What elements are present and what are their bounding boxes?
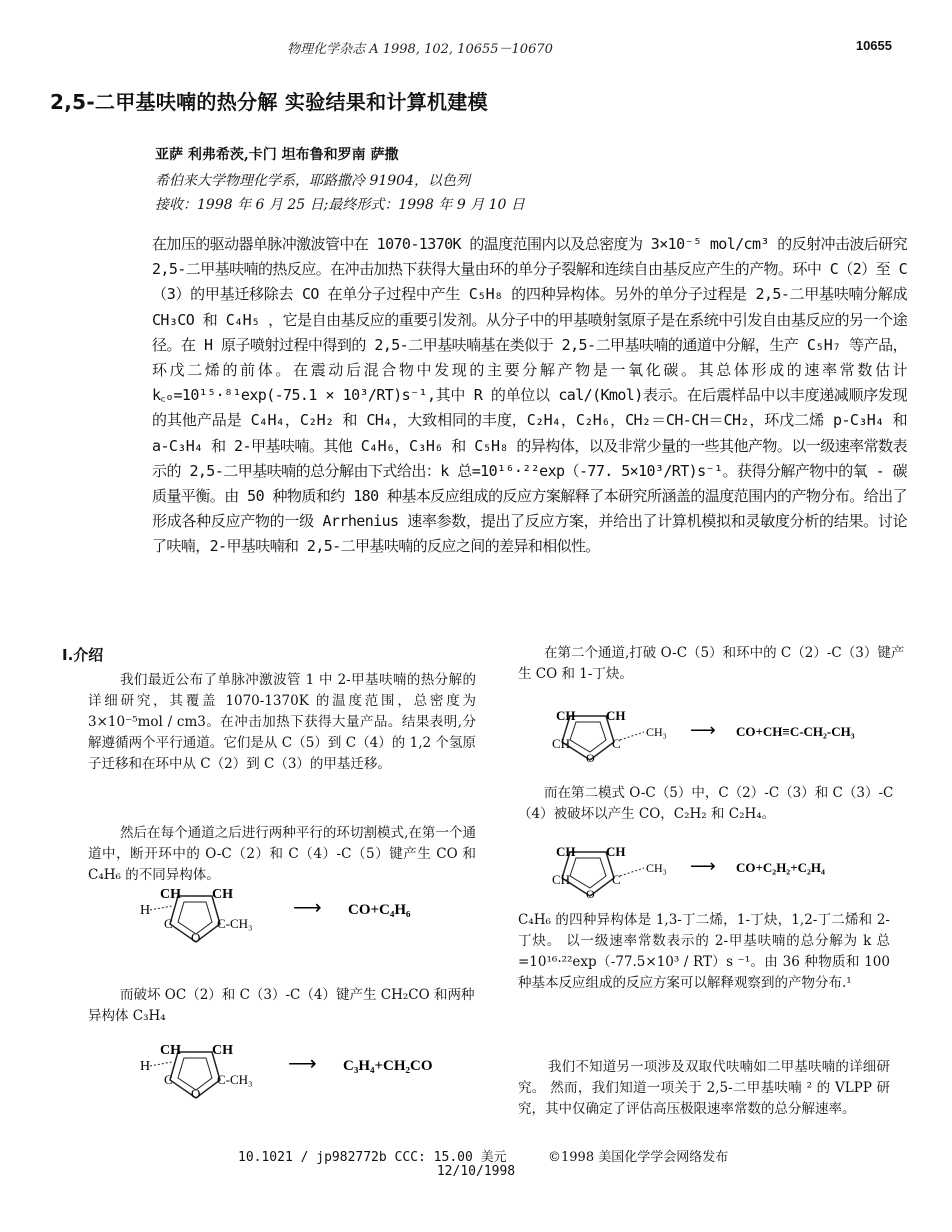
journal-header: 物理化学杂志 A 1998, 102, 10655－10670: [287, 42, 553, 57]
ring-ch-bottom: CH: [552, 872, 571, 887]
reaction-arrow: ⟶: [293, 897, 322, 919]
products-2: C₃H₄+CH₂CO: [343, 1058, 433, 1074]
ring-ch-right: CH: [606, 844, 626, 859]
ring-ch-left: CH: [556, 844, 576, 859]
received-dates: 接收：1998 年 6 月 25 日;最终形式：1998 年 9 月 10 日: [155, 197, 525, 213]
footer-copyright: ©1998 美国化学学会网络发布: [548, 1150, 729, 1165]
intro-paragraph-3: 而破坏 OC（2）和 C（3）-C（4）键产生 CH₂CO 和两种异构体 C₃H₄: [88, 987, 475, 1024]
o-atom: O: [586, 751, 595, 765]
methyl-group: C-CH₃: [217, 1072, 253, 1087]
footer-date: 12/10/1998: [436, 1164, 516, 1179]
ring-ch-bottom: CH: [552, 736, 571, 751]
ring-ch-left: CH: [556, 708, 576, 723]
o-atom: O: [191, 1086, 201, 1101]
reaction-arrow: ⟶: [690, 856, 716, 876]
o-atom: O: [586, 887, 595, 901]
reaction-arrow: ⟶: [690, 720, 716, 740]
intro-paragraph-2: 然后在每个通道之后进行两种平行的环切割模式,在第一个通道中，断开环中的 O-C（2）和 C（4）-C（5）键产生 CO 和 C₄H₆ 的不同异构体。: [88, 825, 476, 883]
ch3-group: CH₃: [646, 861, 667, 875]
reaction-scheme-3: [548, 706, 908, 770]
o-atom: O: [191, 930, 201, 945]
products-1: CO+C₄H₆: [348, 902, 411, 918]
section-title: I.介绍: [62, 646, 104, 664]
c-atom: C: [612, 736, 621, 751]
affiliation: 希伯来大学物理化学系，耶路撒冷 91904，以色列: [155, 173, 470, 189]
right-paragraph-1: 在第二个通道,打破 O-C（5）和环中的 C（2）-C（3）键产生 CO 和 1-丁炔。: [518, 645, 905, 682]
products-4: CO+C₂H₂+C₂H₄: [736, 860, 825, 875]
abstract: 在加压的驱动器单脉冲激波管中在 1070-1370K 的温度范围内以及总密度为 3×10⁻⁵ mol/cm³ 的反射冲击波后研究 2,5-二甲基呋喃的热反应。在冲击加热下获得大量由环的单分子裂解和连续自由基反应产生的产物。环中 C（2）至 C（3）的甲基迁移除去 CO 在单分子过程中产生 C₅H₈ 的四种异构体。另外的单分子过程是 2,5-二甲基呋喃分解成 CH₃CO 和 C₄H₅ ，它是自由基反应的重要引发剂。从分子中的甲基喷射氢原子是在系统中引发自由基反应的另一个途径。在 H 原子喷射过程中得到的 2,5-二甲基呋喃基在类似于 2,5-二甲基呋喃的通道中分解，生产 C₅H₇ 等产品，环戊二烯的前体。在震动后混合物中发现的主要分解产物是一氧化碳。其总体形成的速率常数估计 k꜀ₒ=10¹⁵·⁸¹exp(-75.1 × 10³/RT)s⁻¹,其中 R 的单位以 cal/(Kmol)表示。在后震样品中以丰度递减顺序发现的其他产品是 C₄H₄，C₂H₂ 和 CH₄，大致相同的丰度，C₂H₄，C₂H₆，CH₂＝CH-CH＝CH₂，环戊二烯 p-C₃H₄ 和 a-C₃H₄ 和 2-甲基呋喃。其他 C₄H₆，C₃H₆ 和 C₅H₈ 的异构体，以及非常少量的一些其他产物。以一级速率常数表示的 2,5-二甲基呋喃的总分解由下式给出：k 总=10¹⁶·²²exp（-77. 5×10³/RT)s⁻¹。获得分解产物中的氧 - 碳质量平衡。由 50 种物质和约 180 种基本反应组成的反应方案解释了本研究所涵盖的温度范围内的产物分布。给出了形成各种反应产物的一级 Arrhenius 速率参数，提出了反应方案，并给出了计算机模拟和灵敏度分析的结果。讨论了呋喃，2-甲基呋喃和 2,5-二甲基呋喃的反应之间的差异和相似性。: [152, 235, 907, 556]
ch3-group: CH₃: [646, 725, 667, 739]
c-atom-left: C: [164, 1072, 173, 1087]
ring-ch-left: CH: [160, 1043, 181, 1058]
reaction-scheme-2: [138, 1040, 468, 1110]
c-atom-left: C: [164, 916, 173, 931]
reaction-scheme-1: [138, 884, 468, 954]
c-atom: C: [612, 872, 621, 887]
methyl-group: C-CH₃: [217, 916, 253, 931]
ring-ch-right: CH: [606, 708, 626, 723]
right-paragraph-3: C₄H₆ 的四种异构体是 1,3-丁二烯，1-丁炔，1,2-丁二烯和 2-丁炔。 以一级速率常数表示的 2-甲基呋喃的总分解为 k 总=10¹⁶·²²exp（-77.5×10³ / RT）s ⁻¹。由 36 种物质和 100 种基本反应组成的反应方案可以解释观察到的产物分布.¹: [518, 912, 890, 991]
ring-ch-right: CH: [212, 887, 233, 902]
authors: 亚萨 利弗希茨,卡门 坦布鲁和罗南 萨撒: [155, 147, 399, 163]
h-atom: H: [140, 1059, 151, 1074]
right-paragraph-2: 而在第二模式 O-C（5）中，C（2）-C（3）和 C（3）-C（4）被破坏以产生 CO，C₂H₂ 和 C₂H₄。: [518, 785, 894, 822]
paper-title: 2,5-二甲基呋喃的热分解 实验结果和计算机建模: [50, 90, 488, 114]
products-3: CO+CH≡C-CH₂-CH₃: [736, 724, 855, 739]
footer-doi: 10.1021 / jp982772b CCC: 15.00 美元: [238, 1150, 507, 1165]
right-paragraph-4: 我们不知道另一项涉及双取代呋喃如二甲基呋喃的详细研究。 然而，我们知道一项关于 2,5-二甲基呋喃 ² 的 VLPP 研究，其中仅确定了评估高压极限速率常数的总分解速率。: [518, 1059, 890, 1117]
page-number: 10655: [855, 38, 892, 53]
reaction-arrow: ⟶: [288, 1053, 317, 1075]
intro-paragraph-1: 我们最近公布了单脉冲激波管 1 中 2-甲基呋喃的热分解的详细研究，其覆盖 1070-1370K 的温度范围，总密度为 3×10⁻⁵mol / cm3。在冲击加热下获得大量产品。结果表明,分解遵循两个平行通道。它们是从 C（5）到 C（4）的 1,2 个氢原子迁移和在环中从 C（2）到 C（3）的甲基迁移。: [88, 672, 476, 772]
ring-ch-left: CH: [160, 887, 181, 902]
ring-ch-right: CH: [212, 1043, 233, 1058]
reaction-scheme-4: [548, 842, 908, 906]
h-atom: H: [140, 903, 151, 918]
